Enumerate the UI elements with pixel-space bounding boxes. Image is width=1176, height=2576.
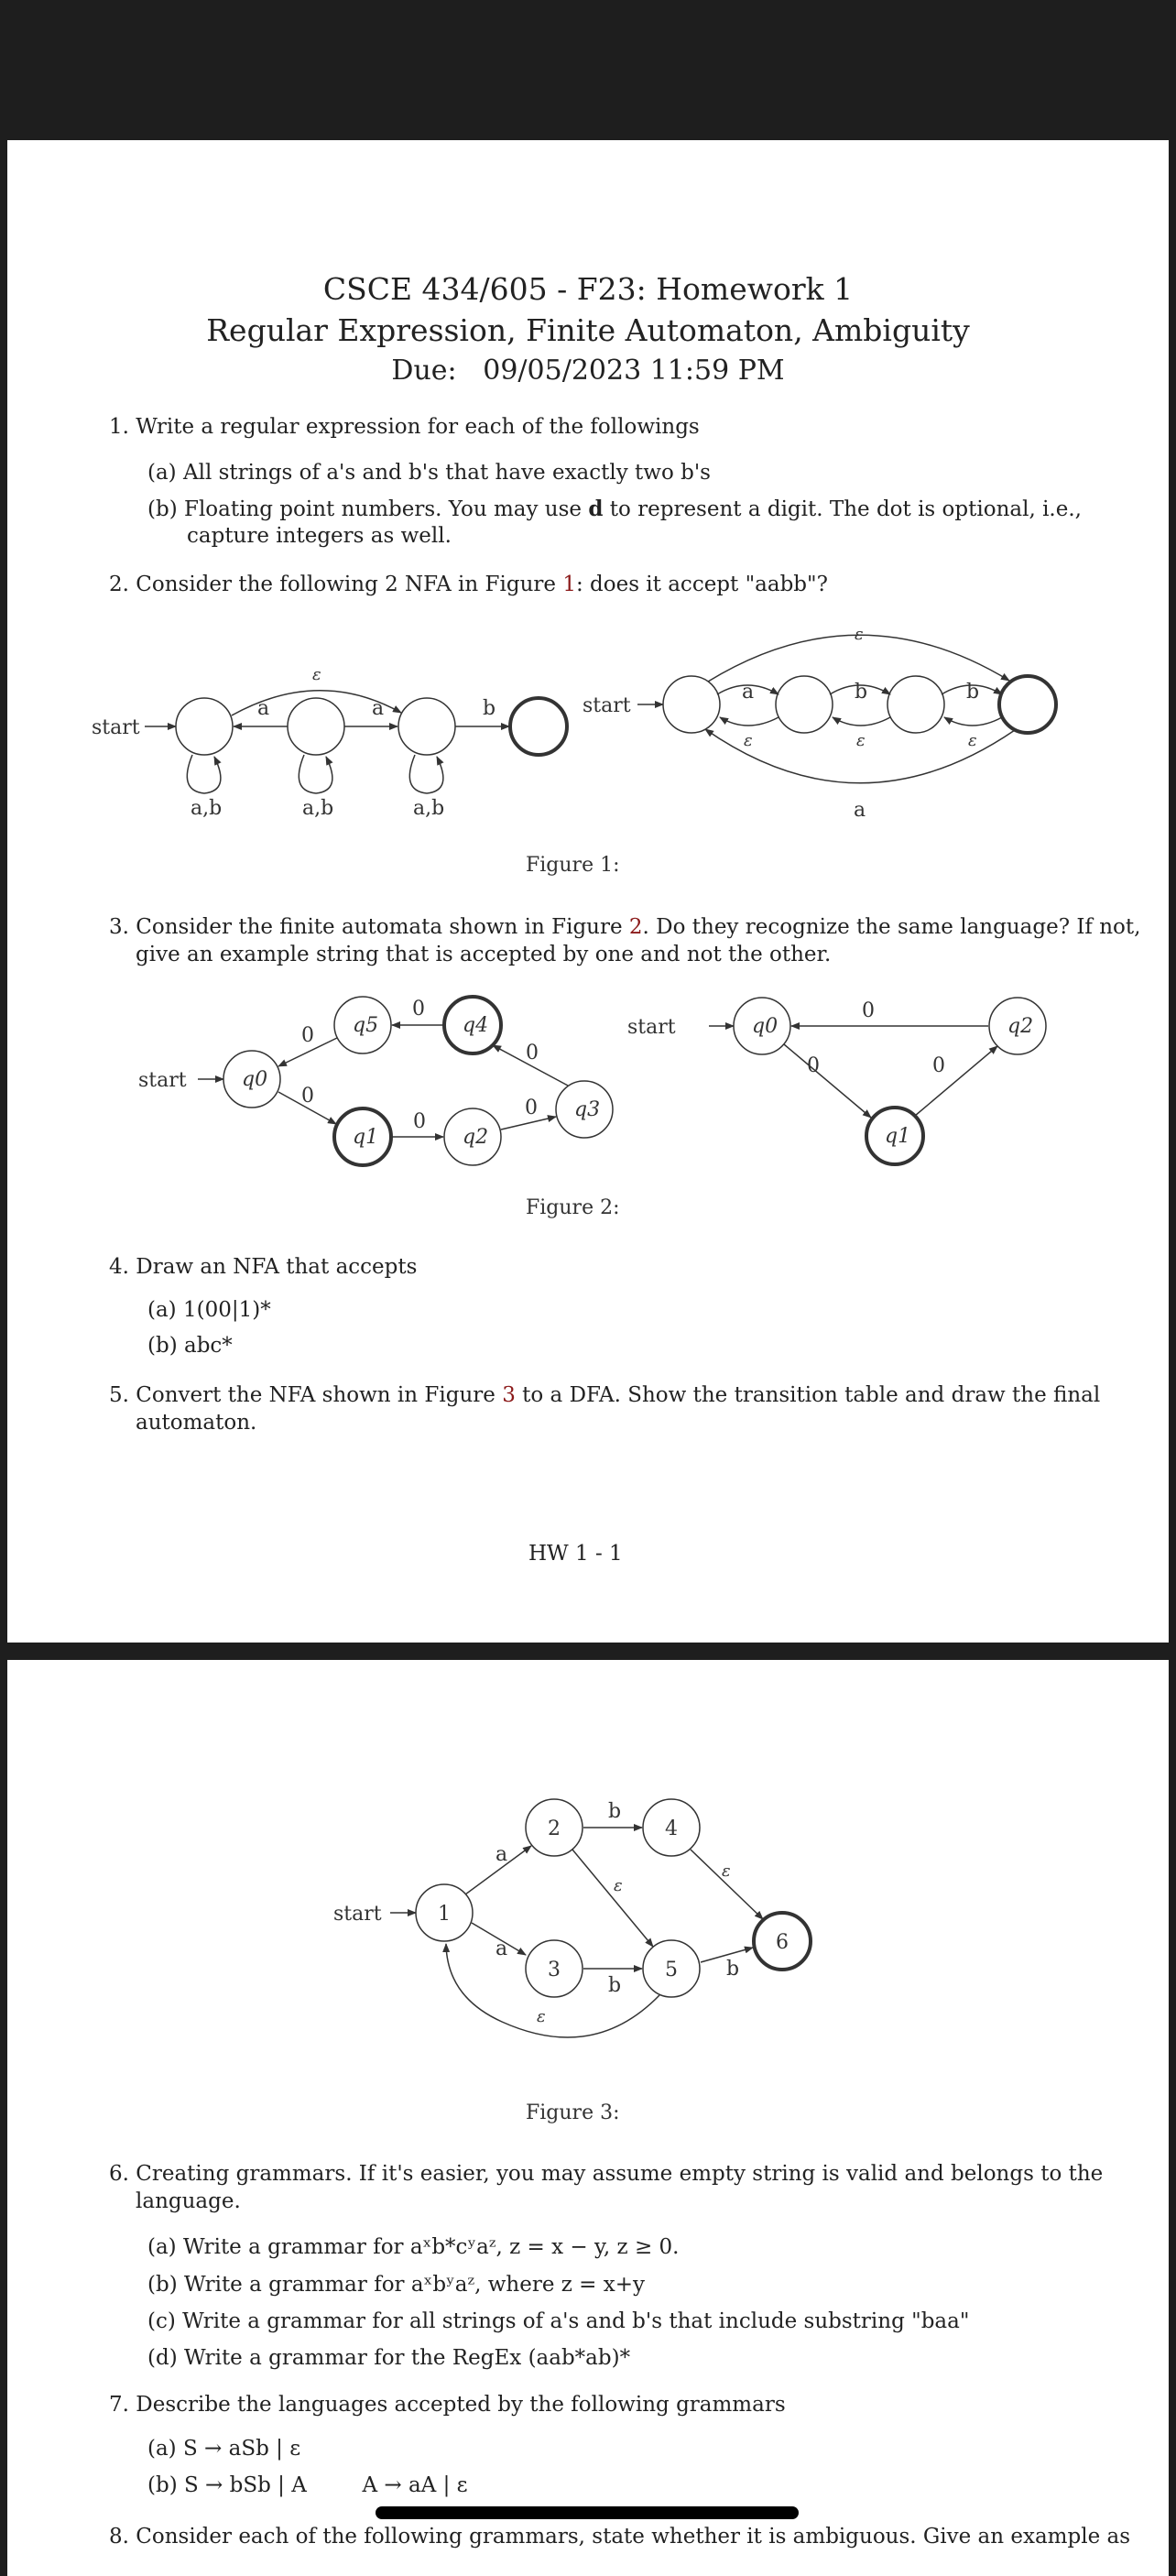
edge-label: ε [614, 1876, 623, 1895]
edge-label: b [483, 697, 496, 720]
question-text: Creating grammars. If it's easier, you may assume empty string is valid and belongs to the [136, 2162, 1104, 2186]
figure-caption: Figure 2: [526, 1196, 620, 1219]
question-text-cont: . Do they recognize the same language? If not, [642, 915, 1141, 939]
question-7a [147, 2437, 300, 2461]
state-label: 5 [665, 1959, 678, 1981]
document-page-1 [7, 140, 1169, 1643]
item-text: Write a grammar for aˣbʸaᶻ, where z = x+y [183, 2273, 645, 2297]
question-text: Consider the finite automata shown in Figure [136, 915, 629, 939]
question-6 [109, 2162, 1103, 2186]
edge-label: ε [744, 731, 753, 750]
edge-label: 0 [932, 1054, 945, 1077]
question-3-line2: give an example string that is accepted by one and not the other. [136, 943, 832, 966]
figure-reference[interactable]: 3 [502, 1383, 516, 1407]
start-label: start [627, 1016, 676, 1039]
start-label: start [333, 1903, 382, 1926]
question-number: 8. [109, 2525, 129, 2549]
question-6c [147, 2309, 969, 2333]
edge-label: ε [968, 731, 977, 750]
question-4 [109, 1255, 417, 1279]
question-1b-line2: capture integers as well. [187, 524, 452, 548]
state-label: q5 [353, 1014, 379, 1037]
state-label: q3 [574, 1098, 601, 1121]
edge-label: 0 [526, 1042, 539, 1064]
start-label: start [583, 694, 631, 717]
state-label: q4 [463, 1014, 489, 1037]
edge-label: 0 [807, 1054, 820, 1077]
question-text-cont: : does it accept "aabb"? [575, 573, 828, 596]
state-label: q0 [242, 1068, 268, 1091]
home-indicator[interactable] [376, 2506, 799, 2519]
loop-label: a,b [413, 797, 445, 820]
question-5-line2: automaton. [136, 1411, 257, 1435]
question-number: 3. [109, 915, 129, 939]
edge-label: 0 [413, 1110, 426, 1133]
item-text: abc* [183, 1334, 233, 1358]
edge-label: 0 [301, 1024, 314, 1047]
edge-label: a [854, 799, 866, 822]
question-text: Consider each of the following grammars, state whether it is ambiguous. Give an example as [136, 2525, 1131, 2549]
item-label: (a) [147, 2235, 177, 2259]
edge-label: a [257, 697, 270, 720]
edge-label: b [608, 1800, 622, 1823]
question-6b [147, 2273, 645, 2297]
edge-label: b [966, 681, 980, 704]
question-6a [147, 2235, 680, 2259]
state-label: 3 [548, 1959, 561, 1981]
item-label: (b) [147, 2273, 178, 2297]
question-6d [147, 2346, 630, 2370]
edge-label: 0 [525, 1097, 538, 1119]
edge-label: b [726, 1958, 740, 1981]
figure-caption: Figure 1: [526, 854, 620, 877]
state-label: q1 [885, 1125, 911, 1148]
edge-label: 0 [301, 1085, 314, 1108]
question-number: 5. [109, 1383, 129, 1407]
edge-label: a [495, 1937, 508, 1960]
item-label: (b) [147, 1334, 178, 1358]
edge-label: ε [312, 665, 321, 684]
question-number: 1. [109, 415, 129, 439]
document-page-2 [7, 1660, 1169, 2576]
item-label: (a) [147, 2437, 177, 2461]
item-label: (b) [147, 2473, 178, 2497]
state-label: q2 [463, 1126, 489, 1149]
question-text-cont: to a DFA. Show the transition table and draw the final [515, 1383, 1101, 1407]
item-text: S → bSb | A [183, 2473, 307, 2497]
item-text: Write a grammar for aˣb*cʸaᶻ, z = x − y, z ≥ 0. [182, 2235, 680, 2259]
question-4a [147, 1298, 271, 1322]
question-text: Draw an NFA that accepts [136, 1255, 418, 1279]
question-text: Convert the NFA shown in Figure [136, 1383, 503, 1407]
question-number: 7. [109, 2393, 129, 2417]
question-number: 2. [109, 573, 129, 596]
question-number: 4. [109, 1255, 129, 1279]
item-text-cont: to represent a digit. The dot is optional, i.e., [603, 497, 1082, 521]
document-subtitle: Regular Expression, Finite Automaton, Ambiguity [206, 312, 970, 348]
edge-label: 0 [862, 999, 875, 1022]
state-label: 6 [776, 1931, 789, 1954]
loop-label: a,b [191, 797, 223, 820]
edge-label: a [372, 697, 385, 720]
edge-label: b [855, 681, 868, 704]
item-label: (b) [147, 497, 178, 521]
question-5 [109, 1383, 1100, 1407]
item-label: (c) [147, 2309, 176, 2333]
item-text: Floating point numbers. You may use [183, 497, 589, 521]
page-footer: HW 1 - 1 [528, 1542, 623, 1566]
question-text: Consider the following 2 NFA in Figure [136, 573, 563, 596]
item-label: (a) [147, 461, 177, 485]
question-number: 6. [109, 2162, 129, 2186]
state-label: 1 [438, 1903, 451, 1926]
figure-reference[interactable]: 1 [562, 573, 576, 596]
question-text: Write a regular expression for each of the followings [136, 415, 700, 439]
item-text: S → aSb | ε [182, 2437, 301, 2461]
due-label: Due: [391, 355, 457, 387]
edge-label: ε [855, 625, 864, 644]
edge-label: 0 [412, 998, 425, 1021]
edge-label: a [495, 1843, 508, 1866]
item-text: Write a grammar for all strings of a's and b's that include substring "baa" [182, 2309, 970, 2333]
state-label: q1 [353, 1126, 379, 1149]
item-text: 1(00|1)* [182, 1298, 271, 1322]
question-4b [147, 1334, 233, 1358]
item-text: All strings of a's and b's that have exactly two b's [182, 461, 711, 485]
loop-label: a,b [302, 797, 334, 820]
state-label: 2 [548, 1817, 561, 1840]
item-text-cont: A → aA | ε [362, 2473, 468, 2497]
item-label: (d) [147, 2346, 178, 2370]
question-7b [147, 2473, 468, 2497]
edge-label: b [608, 1974, 622, 1997]
question-7 [109, 2393, 786, 2417]
question-6-line2: language. [136, 2189, 241, 2213]
start-label: start [138, 1069, 187, 1092]
item-text: Write a grammar for the RegEx (aab*ab)* [183, 2346, 631, 2370]
question-text: Describe the languages accepted by the following grammars [136, 2393, 786, 2417]
figure-reference[interactable]: 2 [628, 915, 643, 939]
start-label: start [92, 716, 140, 739]
question-8 [109, 2525, 1130, 2549]
figure-caption: Figure 3: [526, 2101, 620, 2124]
state-label: q2 [1007, 1015, 1034, 1038]
state-label: q0 [752, 1015, 779, 1038]
document-title: CSCE 434/605 - F23: Homework 1 [322, 271, 854, 307]
edge-label: a [742, 681, 755, 704]
item-label: (a) [147, 1298, 177, 1322]
item-bold: d [588, 497, 604, 521]
due-value: 09/05/2023 11:59 PM [483, 355, 785, 387]
edge-label: ε [722, 1861, 731, 1881]
state-label: 4 [665, 1817, 678, 1840]
edge-label: ε [856, 731, 866, 750]
edge-label: ε [537, 2007, 546, 2026]
